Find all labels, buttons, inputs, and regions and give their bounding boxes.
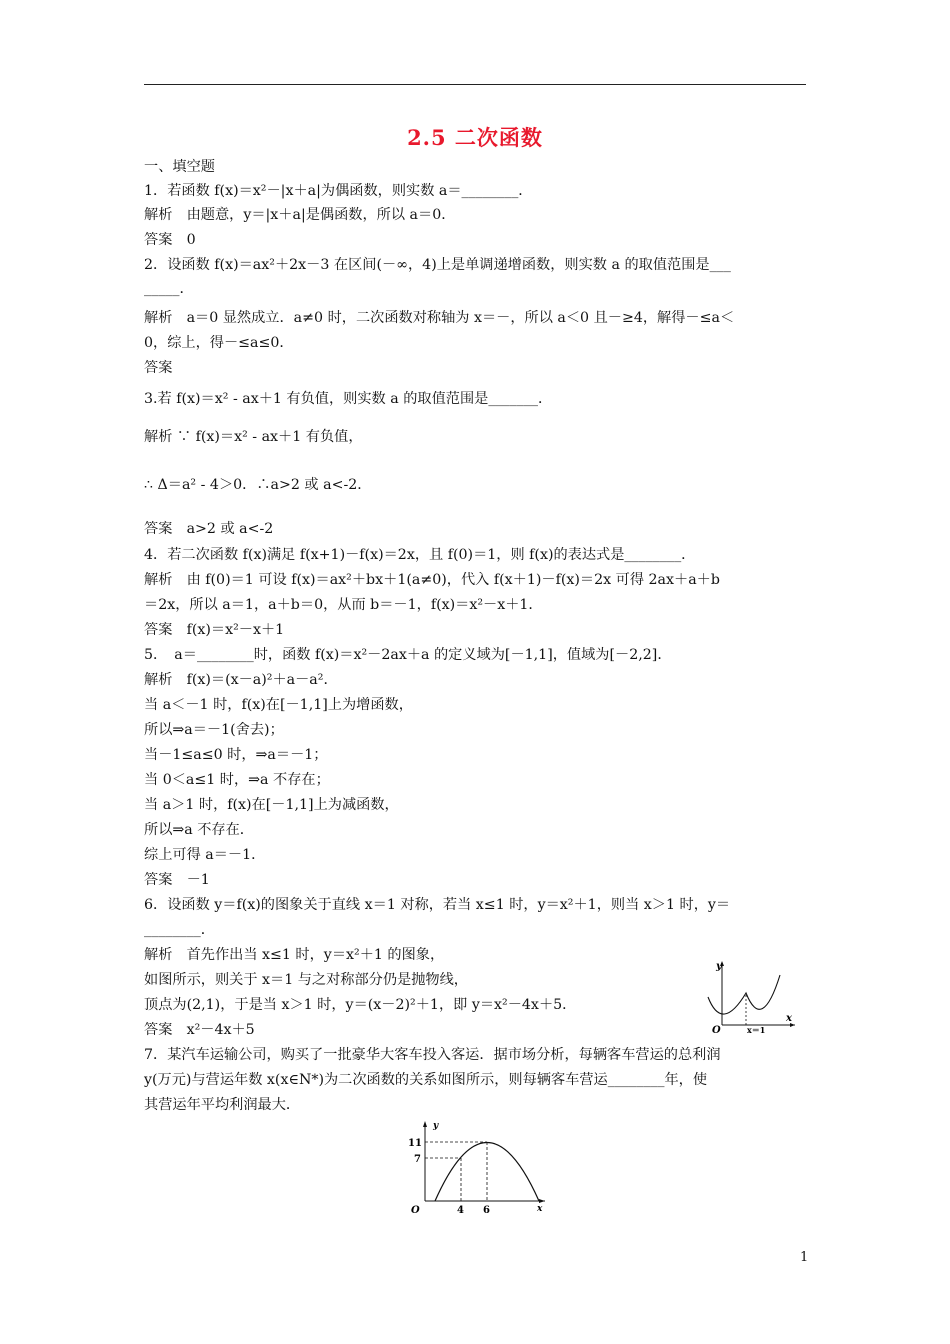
question-1: 1．若函数 f(x)＝x²－|x＋a|为偶函数，则实数 a＝________． [144, 183, 533, 199]
solution-line: 当－1≤a≤0 时，⇒a＝－1； [144, 747, 328, 763]
axis-y-label: y [433, 1121, 439, 1131]
solution-line: 解析 首先作出当 x≤1 时，y＝x²＋1 的图象， [144, 947, 445, 963]
origin-label: O [712, 1025, 721, 1035]
question-7: 7．某汽车运输公司，购买了一批豪华大客车投入客运．据市场分析，每辆客车营运的总利润 [144, 1047, 721, 1063]
figure-q7-graph [405, 1118, 555, 1218]
question-4: 4．若二次函数 f(x)满足 f(x+1)－f(x)＝2x，且 f(0)＝1，则 f(x)的表达式是________． [144, 547, 696, 563]
solution-line: ∴ Δ＝a² - 4＞0．∴a>2 或 a<-2． [144, 477, 372, 493]
axis-y-label: y [716, 961, 722, 972]
solution-line: 当 0＜a≤1 时，⇒a 不存在； [144, 772, 330, 788]
solution-line: 当 a＜－1 时，f(x)在[－1,1]上为增函数， [144, 697, 413, 713]
solution-line: ＝2x，所以 a＝1，a＋b＝0，从而 b＝－1，f(x)＝x²－x＋1． [144, 597, 543, 613]
solution-line: 所以⇒a＝－1(舍去)； [144, 722, 284, 738]
question-2-cont: _____． [144, 281, 194, 297]
question-7-cont: y(万元)与营运年数 x(x∈N*)为二次函数的关系如图所示，则每辆客车营运________年，使 [144, 1072, 708, 1088]
solution-line: 所以⇒a 不存在． [144, 822, 254, 838]
solution-line: 解析 由题意，y＝|x＋a|是偶函数，所以 a＝0． [144, 207, 456, 223]
solution-line: 如图所示，则关于 x＝1 与之对称部分仍是抛物线， [144, 972, 468, 988]
section-heading: 一、填空题 [144, 159, 215, 175]
page-title: 2.5 二次函数 [407, 125, 543, 150]
question-6-cont: ________． [144, 922, 215, 938]
question-6: 6．设函数 y＝f(x)的图象关于直线 x＝1 对称，若当 x≤1 时，y＝x²＋1，则当 x＞1 时，y＝ [144, 897, 731, 913]
answer-line: 答案 f(x)＝x²－x＋1 [144, 622, 285, 638]
origin-label: O [411, 1205, 420, 1216]
answer-line: 答案 [144, 360, 173, 376]
answer-line: 答案 a>2 或 a<-2 [144, 521, 274, 537]
answer-line: 答案 －1 [144, 872, 210, 888]
solution-line: 综上可得 a＝－1． [144, 847, 266, 863]
page-number: 1 [800, 1250, 809, 1265]
solution-line: 解析 由 f(0)＝1 可设 f(x)＝ax²＋bx＋1(a≠0)，代入 f(x＋1)－f(x)＝2x 可得 2ax＋a＋b [144, 572, 720, 588]
question-7-cont: 其营运年平均利润最大． [144, 1097, 301, 1113]
y-tick-label: 11 [408, 1138, 422, 1149]
solution-line: 解析 f(x)＝(x－a)²＋a－a²． [144, 672, 338, 688]
answer-line: 答案 x²－4x＋5 [144, 1022, 255, 1038]
x-tick-label: 6 [483, 1205, 490, 1216]
header-rule [144, 84, 806, 85]
symmetry-line-label: x＝1 [747, 1025, 766, 1035]
x-tick-label: 4 [457, 1205, 464, 1216]
question-2: 2．设函数 f(x)＝ax²＋2x－3 在区间(－∞，4)上是单调递增函数，则实数 a 的取值范围是___ [144, 257, 731, 273]
solution-line: 解析 a＝0 显然成立．a≠0 时，二次函数对称轴为 x＝－，所以 a＜0 且－≥4，解得－≤a＜ [144, 310, 735, 326]
question-3: 3.若 f(x)＝x² - ax＋1 有负值，则实数 a 的取值范围是_______． [144, 391, 553, 407]
solution-line: 0，综上，得－≤a≤0． [144, 335, 294, 351]
solution-line: 解析 ∵ f(x)＝x² - ax＋1 有负值， [144, 429, 363, 445]
question-5: 5． a＝________时，函数 f(x)＝x²－2ax＋a 的定义域为[－1,1]，值域为[－2,2]． [144, 647, 672, 663]
axis-x-label: x [537, 1204, 543, 1214]
solution-line: 当 a＞1 时，f(x)在[－1,1]上为减函数， [144, 797, 399, 813]
answer-line: 答案 0 [144, 232, 196, 248]
axis-x-label: x [786, 1013, 792, 1024]
y-tick-label: 7 [414, 1154, 421, 1165]
solution-line: 顶点为(2,1)，于是当 x＞1 时，y＝(x－2)²＋1，即 y＝x²－4x＋5． [144, 997, 577, 1013]
figure-q6-graph [700, 955, 800, 1035]
